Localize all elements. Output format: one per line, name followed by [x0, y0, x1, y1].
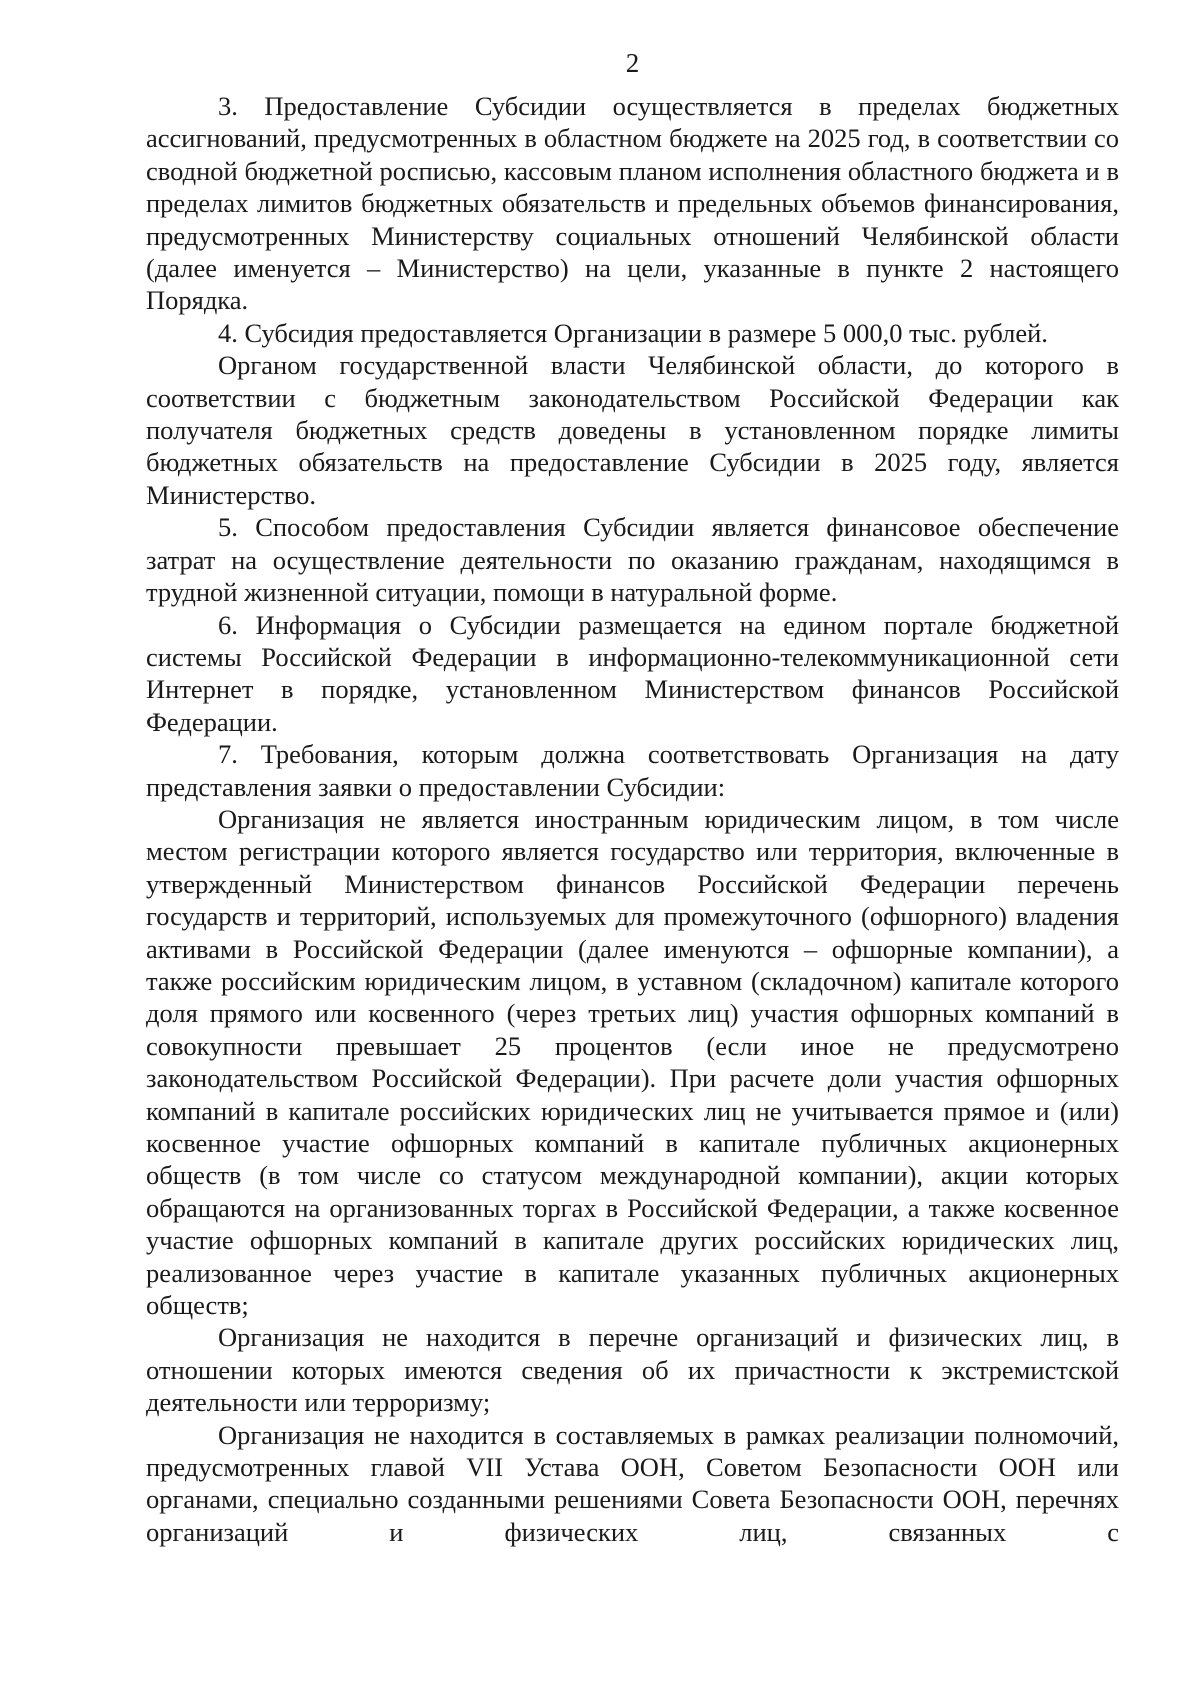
paragraph-item-5: 5. Способом предоставления Субсидии является финансовое обеспечение затрат на осуществление деятельности по оказанию гражданам, находящимся в трудной жизненной ситуации, помощи в натуральной форме.	[146, 512, 1119, 608]
page-number: 2	[625, 48, 640, 78]
paragraph-item-4: 4. Субсидия предоставляется Организации в размере 5 000,0 тыс. рублей.	[218, 317, 1048, 348]
paragraph-item-6: 6. Информация о Субсидии размещается на едином портале бюджетной системы Российской Федерации в информационно-телекоммуникационной сети Интернет в порядке, установленном Министерством финансов Российской Федерации.	[146, 609, 1119, 737]
paragraph-extremism-requirement: Организация не находится в перечне организаций и физических лиц, в отношении которых имеются сведения об их причастности к экстремистской деятельности или терроризму;	[146, 1322, 1119, 1418]
paragraph-un-list-requirement: Организация не находится в составляемых в рамках реализации полномочий, предусмотренных главой VII Устава ООН, Советом Безопасности ООН или органами, специально созданными решениями Совета Безопасности ООН, перечнях организаций и физических лиц, связанных с	[146, 1419, 1119, 1547]
paragraph-item-7: 7. Требования, которым должна соответствовать Организация на дату представления заявки о предоставлении Субсидии:	[146, 739, 1119, 802]
document-page	[146, 40, 1119, 1680]
paragraph-item-3: 3. Предоставление Субсидии осуществляется в пределах бюджетных ассигнований, предусмотренных в областном бюджете на 2025 год, в соответствии со сводной бюджетной росписью, кассовым планом исполнения областного бюджета и в пределах лимитов бюджетных обязательств и предельных объемов финансирования, предусмотренных Министерству социальных отношений Челябинской области (далее именуется – Министерство) на цели, указанные в пункте 2 настоящего Порядка.	[146, 91, 1119, 316]
paragraph-responsible-authority: Органом государственной власти Челябинской области, до которого в соответствии с бюджетным законодательством Российской Федерации как получателя бюджетных средств доведены в установленном порядке лимиты бюджетных обязательств на предоставление Субсидии в 2025 году, является Министерство.	[146, 350, 1119, 510]
paragraph-offshore-requirement: Организация не является иностранным юридическим лицом, в том числе местом регистрации которого является государство или территория, включенные в утвержденный Министерством финансов Российской Федерации перечень государств и территорий, используемых для промежуточного (офшорного) владения активами в Российской Федерации (далее именуются – офшорные компании), а также российским юридическим лицом, в уставном (складочном) капитале которого доля прямого или косвенного (через третьих лиц) участия офшорных компаний в совокупности превышает 25 процентов (если иное не предусмотрено законодательством Российской Федерации). При расчете доли участия офшорных компаний в капитале российских юридических лиц не учитывается прямое и (или) косвенное участие офшорных компаний в капитале публичных акционерных обществ (в том числе со статусом международной компании), акции которых обращаются на организованных торгах в Российской Федерации, а также косвенное участие офшорных компаний в капитале других российских юридических лиц, реализованное через участие в капитале указанных публичных акционерных обществ;	[146, 803, 1119, 1321]
document-body	[146, 90, 1119, 1548]
